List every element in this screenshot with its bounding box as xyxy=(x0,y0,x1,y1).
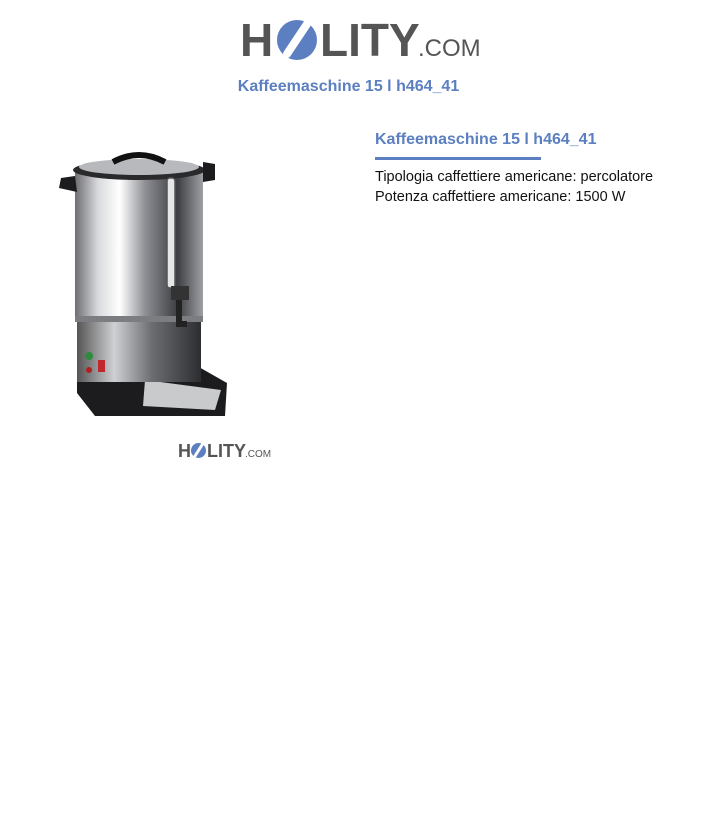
product-image xyxy=(55,148,235,428)
holity-logo-graphic xyxy=(240,12,485,68)
svg-text:.COM: .COM xyxy=(245,449,272,460)
holity-logo[interactable] xyxy=(240,12,485,68)
svg-text:LITY: LITY xyxy=(207,441,246,461)
holity-watermark-logo xyxy=(178,438,273,462)
product-specs xyxy=(375,168,653,207)
svg-text:LITY: LITY xyxy=(320,14,420,66)
page-title: Kaffeemaschine 15 l h464_41 xyxy=(237,78,460,95)
title-underline xyxy=(375,157,541,160)
spec-type: Tipologia caffettiere americane: percolatore xyxy=(375,169,654,185)
svg-text:H: H xyxy=(240,14,274,66)
spec-power: Potenza caffettiere americane: 1500 W xyxy=(375,188,626,205)
svg-text:H: H xyxy=(178,441,191,461)
svg-text:.COM: .COM xyxy=(418,35,481,62)
product-title: Kaffeemaschine 15 l h464_41 xyxy=(375,131,597,148)
